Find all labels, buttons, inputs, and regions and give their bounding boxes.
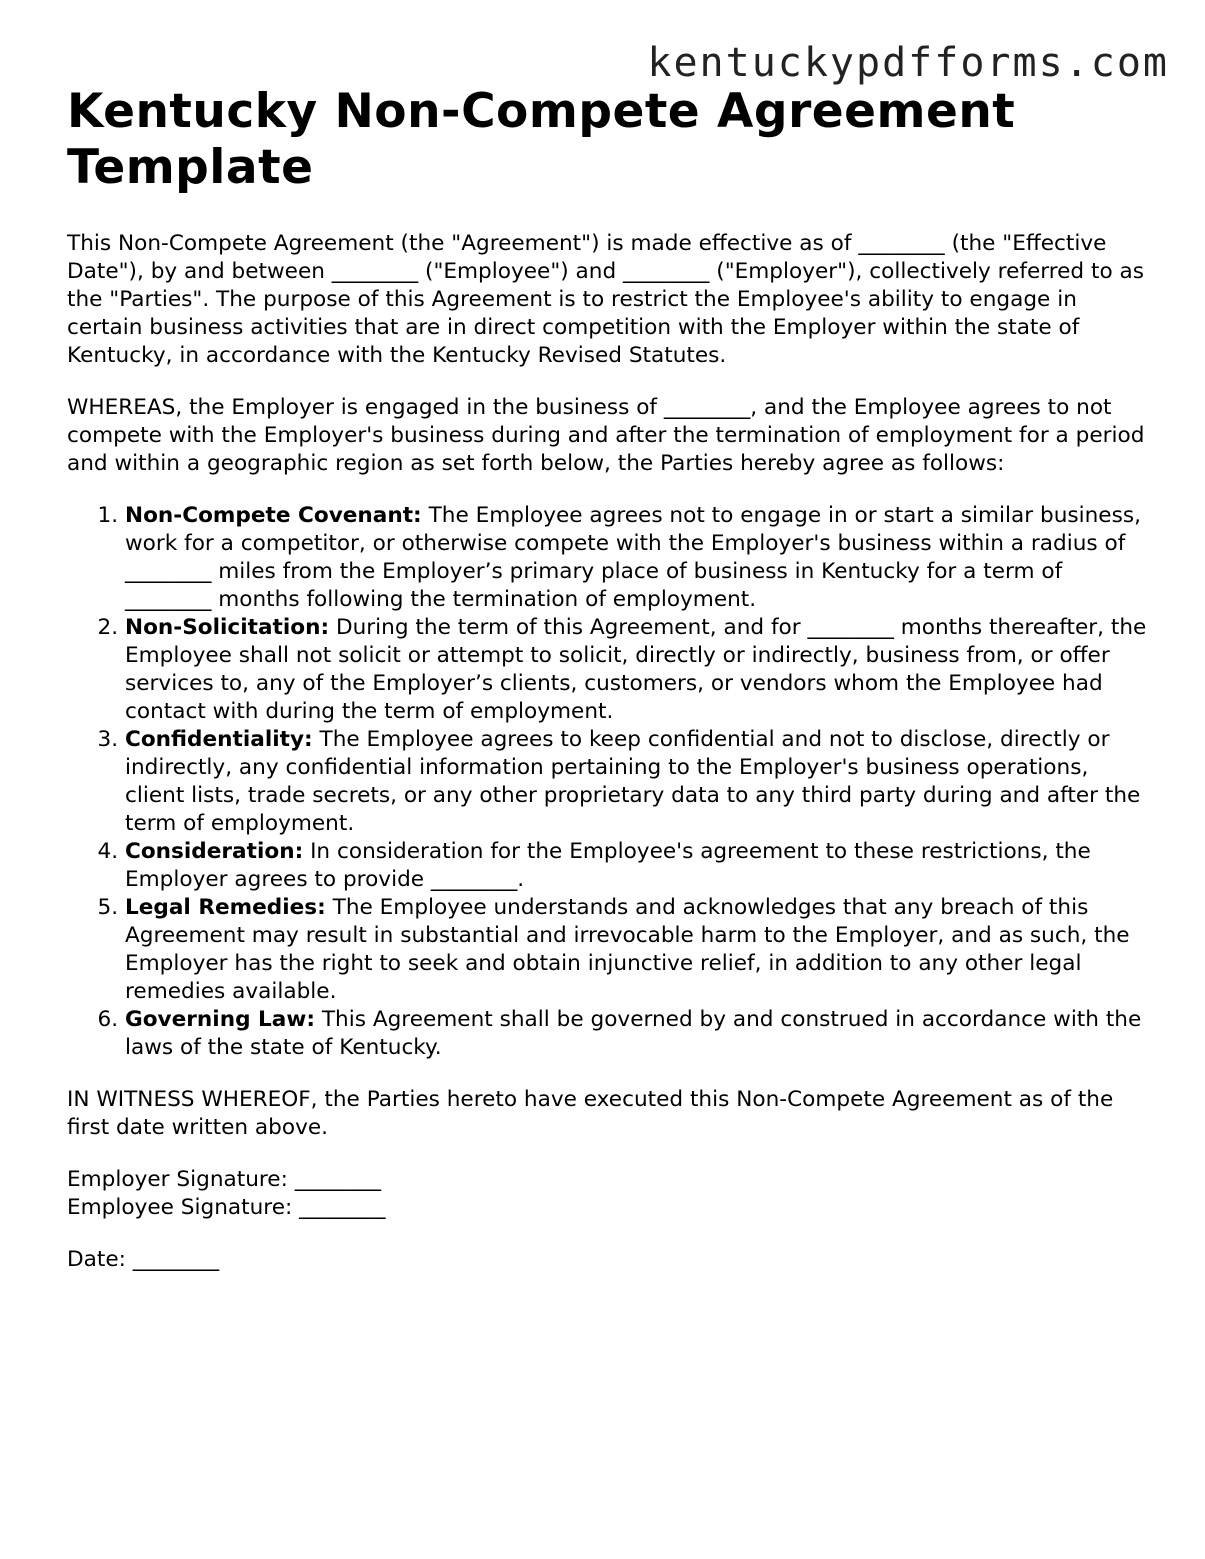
clause-title: Legal Remedies:: [125, 895, 326, 920]
page-title: [67, 84, 1147, 196]
clause-title: Confidentiality:: [125, 727, 313, 752]
clause-non-compete: [125, 502, 1147, 614]
clause-text: In consideration for the Employee's agreement to these restrictions, the Employer agrees to provide ________.: [125, 839, 1091, 892]
title-line-2: Template: [67, 140, 314, 195]
site-watermark: kentuckypdfforms.com: [647, 40, 1169, 86]
clause-governing-law: [125, 1006, 1147, 1062]
clause-text: The Employee agrees not to engage in or start a similar business, work for a competitor, or otherwise compete with the Employer's business within a radius of ________ miles from the Employer’s primary place of business in Kentucky for a term of ________ months following the termination of employment.: [125, 503, 1141, 612]
clause-title: Consideration:: [125, 839, 304, 864]
title-line-1: Kentucky Non-Compete Agreement: [67, 84, 1016, 139]
employer-signature-line: Employer Signature: ________: [67, 1167, 382, 1192]
clause-text: The Employee understands and acknowledges that any breach of this Agreement may result in substantial and irrevocable harm to the Employer, and as such, the Employer has the right to seek and obtain injunctive relief, in addition to any other legal remedies available.: [125, 895, 1130, 1004]
document-page: [67, 84, 1147, 1274]
intro-paragraph: This Non-Compete Agreement (the "Agreement") is made effective as of ________ (the "Effective Date"), by and between ________ ("Employee") and ________ ("Employer"), collectively referred to as the "Parties". The purpose of this Agreement is to restrict the Employee's ability to engage in certain business activities that are in direct competition with the Employer within the state of Kentucky, in accordance with the Kentucky Revised Statutes.: [67, 231, 1145, 368]
clause-title: Non-Solicitation:: [125, 615, 330, 640]
clause-non-solicitation: [125, 614, 1147, 726]
clause-text: During the term of this Agreement, and for ________ months thereafter, the Employee shall not solicit or attempt to solicit, directly or indirectly, business from, or offer services to, any of the Employer’s clients, customers, or vendors whom the Employee had contact with during the term of employment.: [125, 615, 1147, 724]
witness-paragraph: IN WITNESS WHEREOF, the Parties hereto have executed this Non-Compete Agreement as of the first date written above.: [67, 1087, 1114, 1140]
clause-list: [67, 502, 1147, 1062]
clause-legal-remedies: [125, 894, 1147, 1006]
clause-title: Governing Law:: [125, 1007, 315, 1032]
employee-signature-line: Employee Signature: ________: [67, 1195, 386, 1220]
clause-consideration: [125, 838, 1147, 894]
clause-text: The Employee agrees to keep confidential and not to disclose, directly or indirectly, any confidential information pertaining to the Employer's business operations, client lists, trade secrets, or any other proprietary data to any third party during and after the term of employment.: [125, 727, 1141, 836]
whereas-paragraph: WHEREAS, the Employer is engaged in the business of ________, and the Employee agrees to not compete with the Employer's business during and after the termination of employment for a period and within a geographic region as set forth below, the Parties hereby agree as follows:: [67, 395, 1145, 476]
clause-title: Non-Compete Covenant:: [125, 503, 422, 528]
clause-text: This Agreement shall be governed by and construed in accordance with the laws of the state of Kentucky.: [125, 1007, 1142, 1060]
signature-block: [67, 1166, 1147, 1222]
clause-confidentiality: [125, 726, 1147, 838]
date-line: Date: ________: [67, 1247, 220, 1272]
